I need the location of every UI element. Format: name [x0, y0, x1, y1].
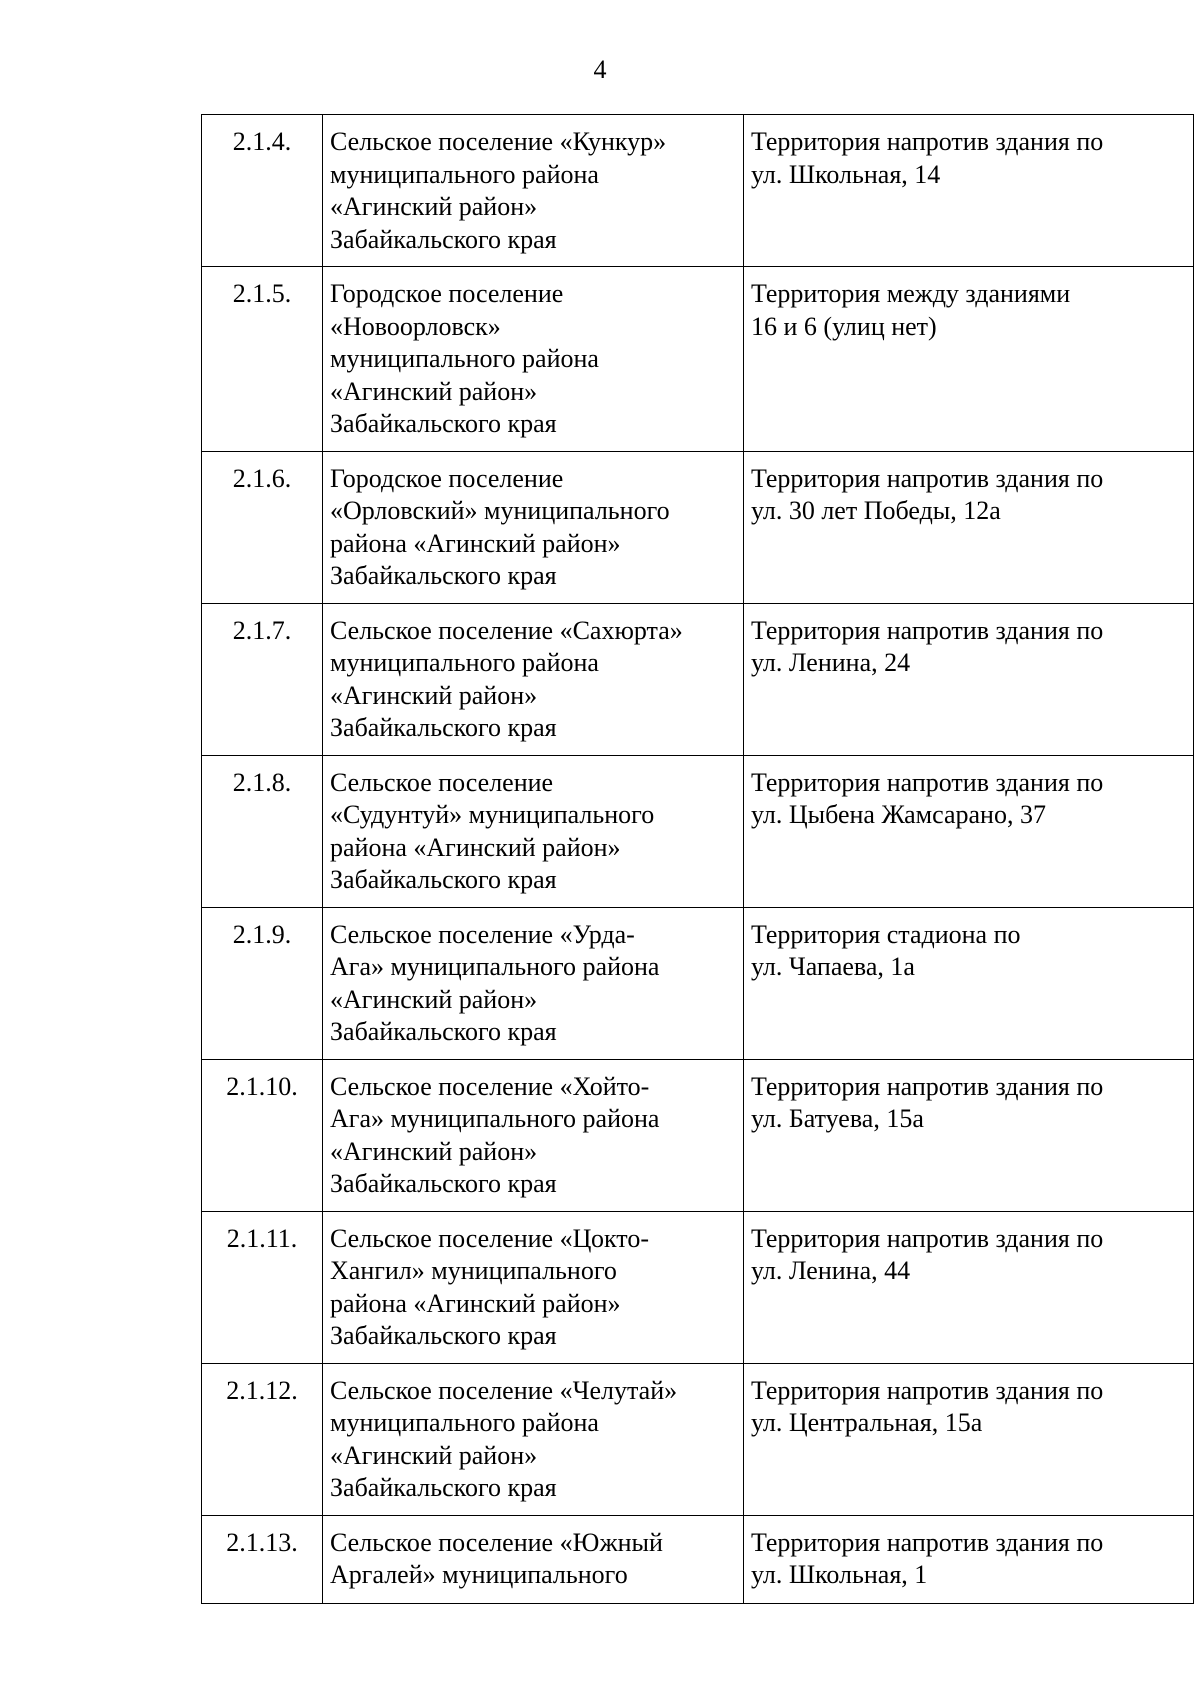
table-row	[202, 267, 1194, 452]
settlement-name-cell: Сельское поселение «Кункур» муниципального района «Агинский район» Забайкальского края	[323, 115, 744, 267]
settlement-name-cell: Сельское поселение «Сахюрта» муниципального района «Агинский район» Забайкальского края	[323, 603, 744, 755]
row-number-cell: 2.1.7.	[202, 603, 323, 755]
settlement-name-cell: Сельское поселение «Урда- Ага» муниципального района «Агинский район» Забайкальского края	[323, 907, 744, 1059]
table-row	[202, 1363, 1194, 1515]
row-number-cell: 2.1.9.	[202, 907, 323, 1059]
location-cell: Территория между зданиями 16 и 6 (улиц нет)	[744, 267, 1194, 452]
location-cell: Территория напротив здания по ул. Цыбена Жамсарано, 37	[744, 755, 1194, 907]
row-number-cell: 2.1.8.	[202, 755, 323, 907]
location-cell: Территория напротив здания по ул. Ленина, 24	[744, 603, 1194, 755]
settlement-name-cell: Сельское поселение «Судунтуй» муниципального района «Агинский район» Забайкальского края	[323, 755, 744, 907]
location-cell: Территория напротив здания по ул. 30 лет Победы, 12а	[744, 451, 1194, 603]
settlement-name-cell: Сельское поселение «Хойто- Ага» муниципального района «Агинский район» Забайкальского края	[323, 1059, 744, 1211]
table-row	[202, 907, 1194, 1059]
settlement-name-cell: Городское поселение «Новоорловск» муниципального района «Агинский район» Забайкальского края	[323, 267, 744, 452]
settlements-table	[201, 114, 1194, 1604]
table-row	[202, 1059, 1194, 1211]
row-number-cell: 2.1.10.	[202, 1059, 323, 1211]
location-cell: Территория напротив здания по ул. Центральная, 15а	[744, 1363, 1194, 1515]
table-row	[202, 451, 1194, 603]
page-number: 4	[593, 55, 607, 84]
row-number-cell: 2.1.6.	[202, 451, 323, 603]
row-number-cell: 2.1.12.	[202, 1363, 323, 1515]
table-row	[202, 115, 1194, 267]
table-row	[202, 603, 1194, 755]
location-cell: Территория напротив здания по ул. Школьная, 1	[744, 1515, 1194, 1603]
table-row	[202, 755, 1194, 907]
row-number-cell: 2.1.11.	[202, 1211, 323, 1363]
row-number-cell: 2.1.5.	[202, 267, 323, 452]
row-number-cell: 2.1.13.	[202, 1515, 323, 1603]
location-cell: Территория напротив здания по ул. Батуева, 15а	[744, 1059, 1194, 1211]
location-cell: Территория напротив здания по ул. Школьная, 14	[744, 115, 1194, 267]
settlement-name-cell: Сельское поселение «Цокто- Хангил» муниципального района «Агинский район» Забайкальского края	[323, 1211, 744, 1363]
table-row	[202, 1211, 1194, 1363]
table-row	[202, 1515, 1194, 1603]
row-number-cell: 2.1.4.	[202, 115, 323, 267]
settlement-name-cell: Сельское поселение «Южный Аргалей» муниципального	[323, 1515, 744, 1603]
settlement-name-cell: Сельское поселение «Челутай» муниципального района «Агинский район» Забайкальского края	[323, 1363, 744, 1515]
location-cell: Территория напротив здания по ул. Ленина, 44	[744, 1211, 1194, 1363]
location-cell: Территория стадиона по ул. Чапаева, 1а	[744, 907, 1194, 1059]
settlement-name-cell: Городское поселение «Орловский» муниципального района «Агинский район» Забайкальского края	[323, 451, 744, 603]
